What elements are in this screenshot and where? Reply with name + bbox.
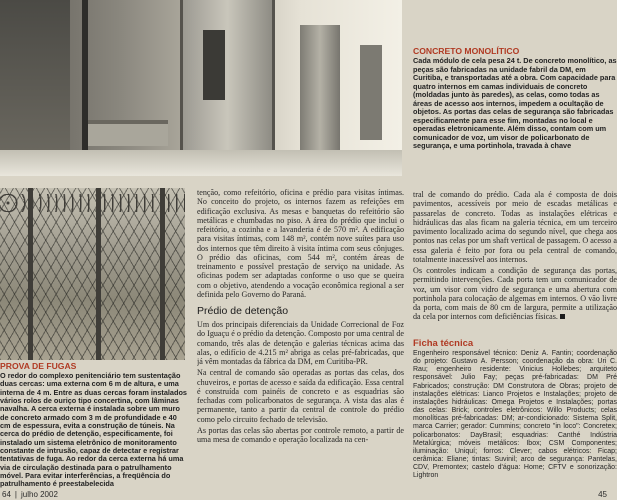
article-paragraph: Na central de comando são operadas as portas das celas, dos chuveiros, e portas de acesso e saída da edificação. Essa central é construída com painéis de concreto e as esquadrias são fechadas com policarbonatos de segurança. A vista das alas é permanente, tanto a partir da central de controle do prédio como pelo circuito fechado de televisão. [197,368,404,424]
article-column-middle [197,188,404,488]
page-number-right: 45 [598,490,607,499]
prova-text: O redor do complexo penitenciário tem sustentação duas cercas: uma externa com 6 m de altura, e uma interna de 4 m. Entre as duas cercas foram instalados vários rolos de ouriço tipo concertina, com lâminas navalha. A cerca externa é instalada sobre um muro de concreto armado com 3 m de profundidade e 40 cm de espessura, evita a construção de túneis. Na cerca do prédio de detenção, especificamente, foi instalado um sistema eletrônico de monitoramento constante de intrusão, capaz de detectar e registrar tentativas de fuga. Ao redor da cerca externa há uma via de circulação destinada para o patrulhamento móvel. Para evitar interferências, a freqüência do patrulhamento é preestabelecida [0,371,187,489]
sidebar-concreto-monolitico [413,46,617,186]
ficha-text: Engenheiro responsável técnico: Deniz A. Fantin; coordenação do projeto: Gustavo A. Persson; coordenação da obra: Uri C. Rau; engenheiro residente: Vinicius Hollebes; arquiteto responsável: Julio Fay; peças pré-fabricadas: DM Pré Fabricados; construção: DM Construtora de Obras; projeto de instalações elétricas: Lianco Projetos e Instalações; projeto de instalações hidráulicas: Omega Projetos e Instalações; portas das celas: Brick; controles eletrônicos: Willo Products; celas monolíticas pré-fabricadas: DM; ar-condicionado: Sistema Split, marca Carrier; gerador: Cummins; concreto "in loco": Concretex; policarbonatos: DayBrasil; esquadrias: Canthé Indústria Metalúrgica; móveis metálicos: Ibox; CSM Componentes; iluminação: Uniquí; forros: Clever; cabos elétricos: Ficap; cerâmica: Eliane; tintas: Suvinil; arco de segurança: Pantelas, CDV, Premontex; castelo d'água: Home; CFTV e sonorização: Lightron [413,350,617,480]
article-paragraph: tral de comando do prédio. Cada ala é composta de dois pavimentos, acessíveis por meio de escadas metálicas e passarelas de concreto. Todas as instalações elétricas e hidráulicas das alas ficam na galeria técnica, em um terceiro pavimento localizado acima do segundo nível, que chega aos pontos nas celas por um shaft vertical de passagem. O acesso a essa galeria é feito por fora ou pela central de comando, totalmente inacessível aos internos. [413,190,617,264]
section-heading: Prédio de detenção [197,305,289,317]
sidebar-prova-de-fugas [0,361,187,491]
sidebar-text: Cada módulo de cela pesa 24 t. De concreto monolítico, as peças são fabricadas na unidade fabril da DM, em Curitiba, e transportadas até a obra. Com capacidade para quatro internos em camas individuais de concreto (moldadas junto às paredes), as celas, como todas as áreas de acesso aos internos, impedem a ocultação de objetos. As portas das celas de segurança são fabricadas especificamente para esse fim, montadas no local e operadas eletronicamente. Além disso, contam com um comunicador de voz, um visor de policarbonato de segurança, e uma portinhola, travada à chave [413,56,617,151]
article-paragraph: As portas das celas são abertas por controle remoto, a partir de uma mesa de comando e operação localizada na cen- [197,425,404,444]
footer-left [2,489,58,500]
ficha-title: Ficha técnica [413,338,474,349]
end-mark-icon [560,314,565,319]
sidebar-title: CONCRETO MONOLÍTICO [413,46,520,56]
prova-title: PROVA DE FUGAS [0,361,77,371]
photo-security-fence [0,188,185,360]
ficha-tecnica [413,338,617,488]
page-number-left: 64 [2,490,11,499]
page-footer [0,489,617,500]
article-column-right [413,190,617,328]
article-paragraph-last: Os controles indicam a condição de segurança das portas, permitindo intervenções. Cada porta tem um comunicador de voz, um visor com vidro de segurança e uma abertura com portinhola para colocação de algemas em internos. O vão livre da porta, com mais de 80 cm de largura, permite a utilização da cela por internos com deficiências físicas. [413,266,617,322]
article-paragraph: Um dos principais diferenciais da Unidade Correcional de Foz do Iguaçu é o prédio da detenção. Composto por uma central de comando, três alas de detenção e galerias técnicas acima das alas, o edifício de 4.215 m² abriga as celas pré-fabricadas, que já vêm montadas da fábrica da DM, em Curitiba-PR. [197,320,404,366]
footer-separator: | [14,490,17,499]
photo-prison-cells [0,0,402,176]
article-paragraph: tenção, como refeitório, oficina e prédio para visitas íntimas. No conceito do projeto, os internos fazem as refeições em edificação exclusiva. As mesas e banquetas do refeitório são metálicas e chumbadas no piso. A área do prédio que inclui o refeitório, a cozinha e a lavanderia é de 570 m². A edificação para visitas íntimas, com 148 m², contém nove suítes para uso dos internos que têm direito à visita íntima com seus cônjuges. O prédio das oficinas, com 544 m², contém áreas de treinamento e possível prestação de serviço na unidade. As oficinas podem ser adaptadas conforme o uso que se queira com o objetivo, atendendo a vocação econômica regional a ser definida pelo Governo do Paraná. [197,188,404,299]
issue-date: julho 2002 [20,490,58,499]
